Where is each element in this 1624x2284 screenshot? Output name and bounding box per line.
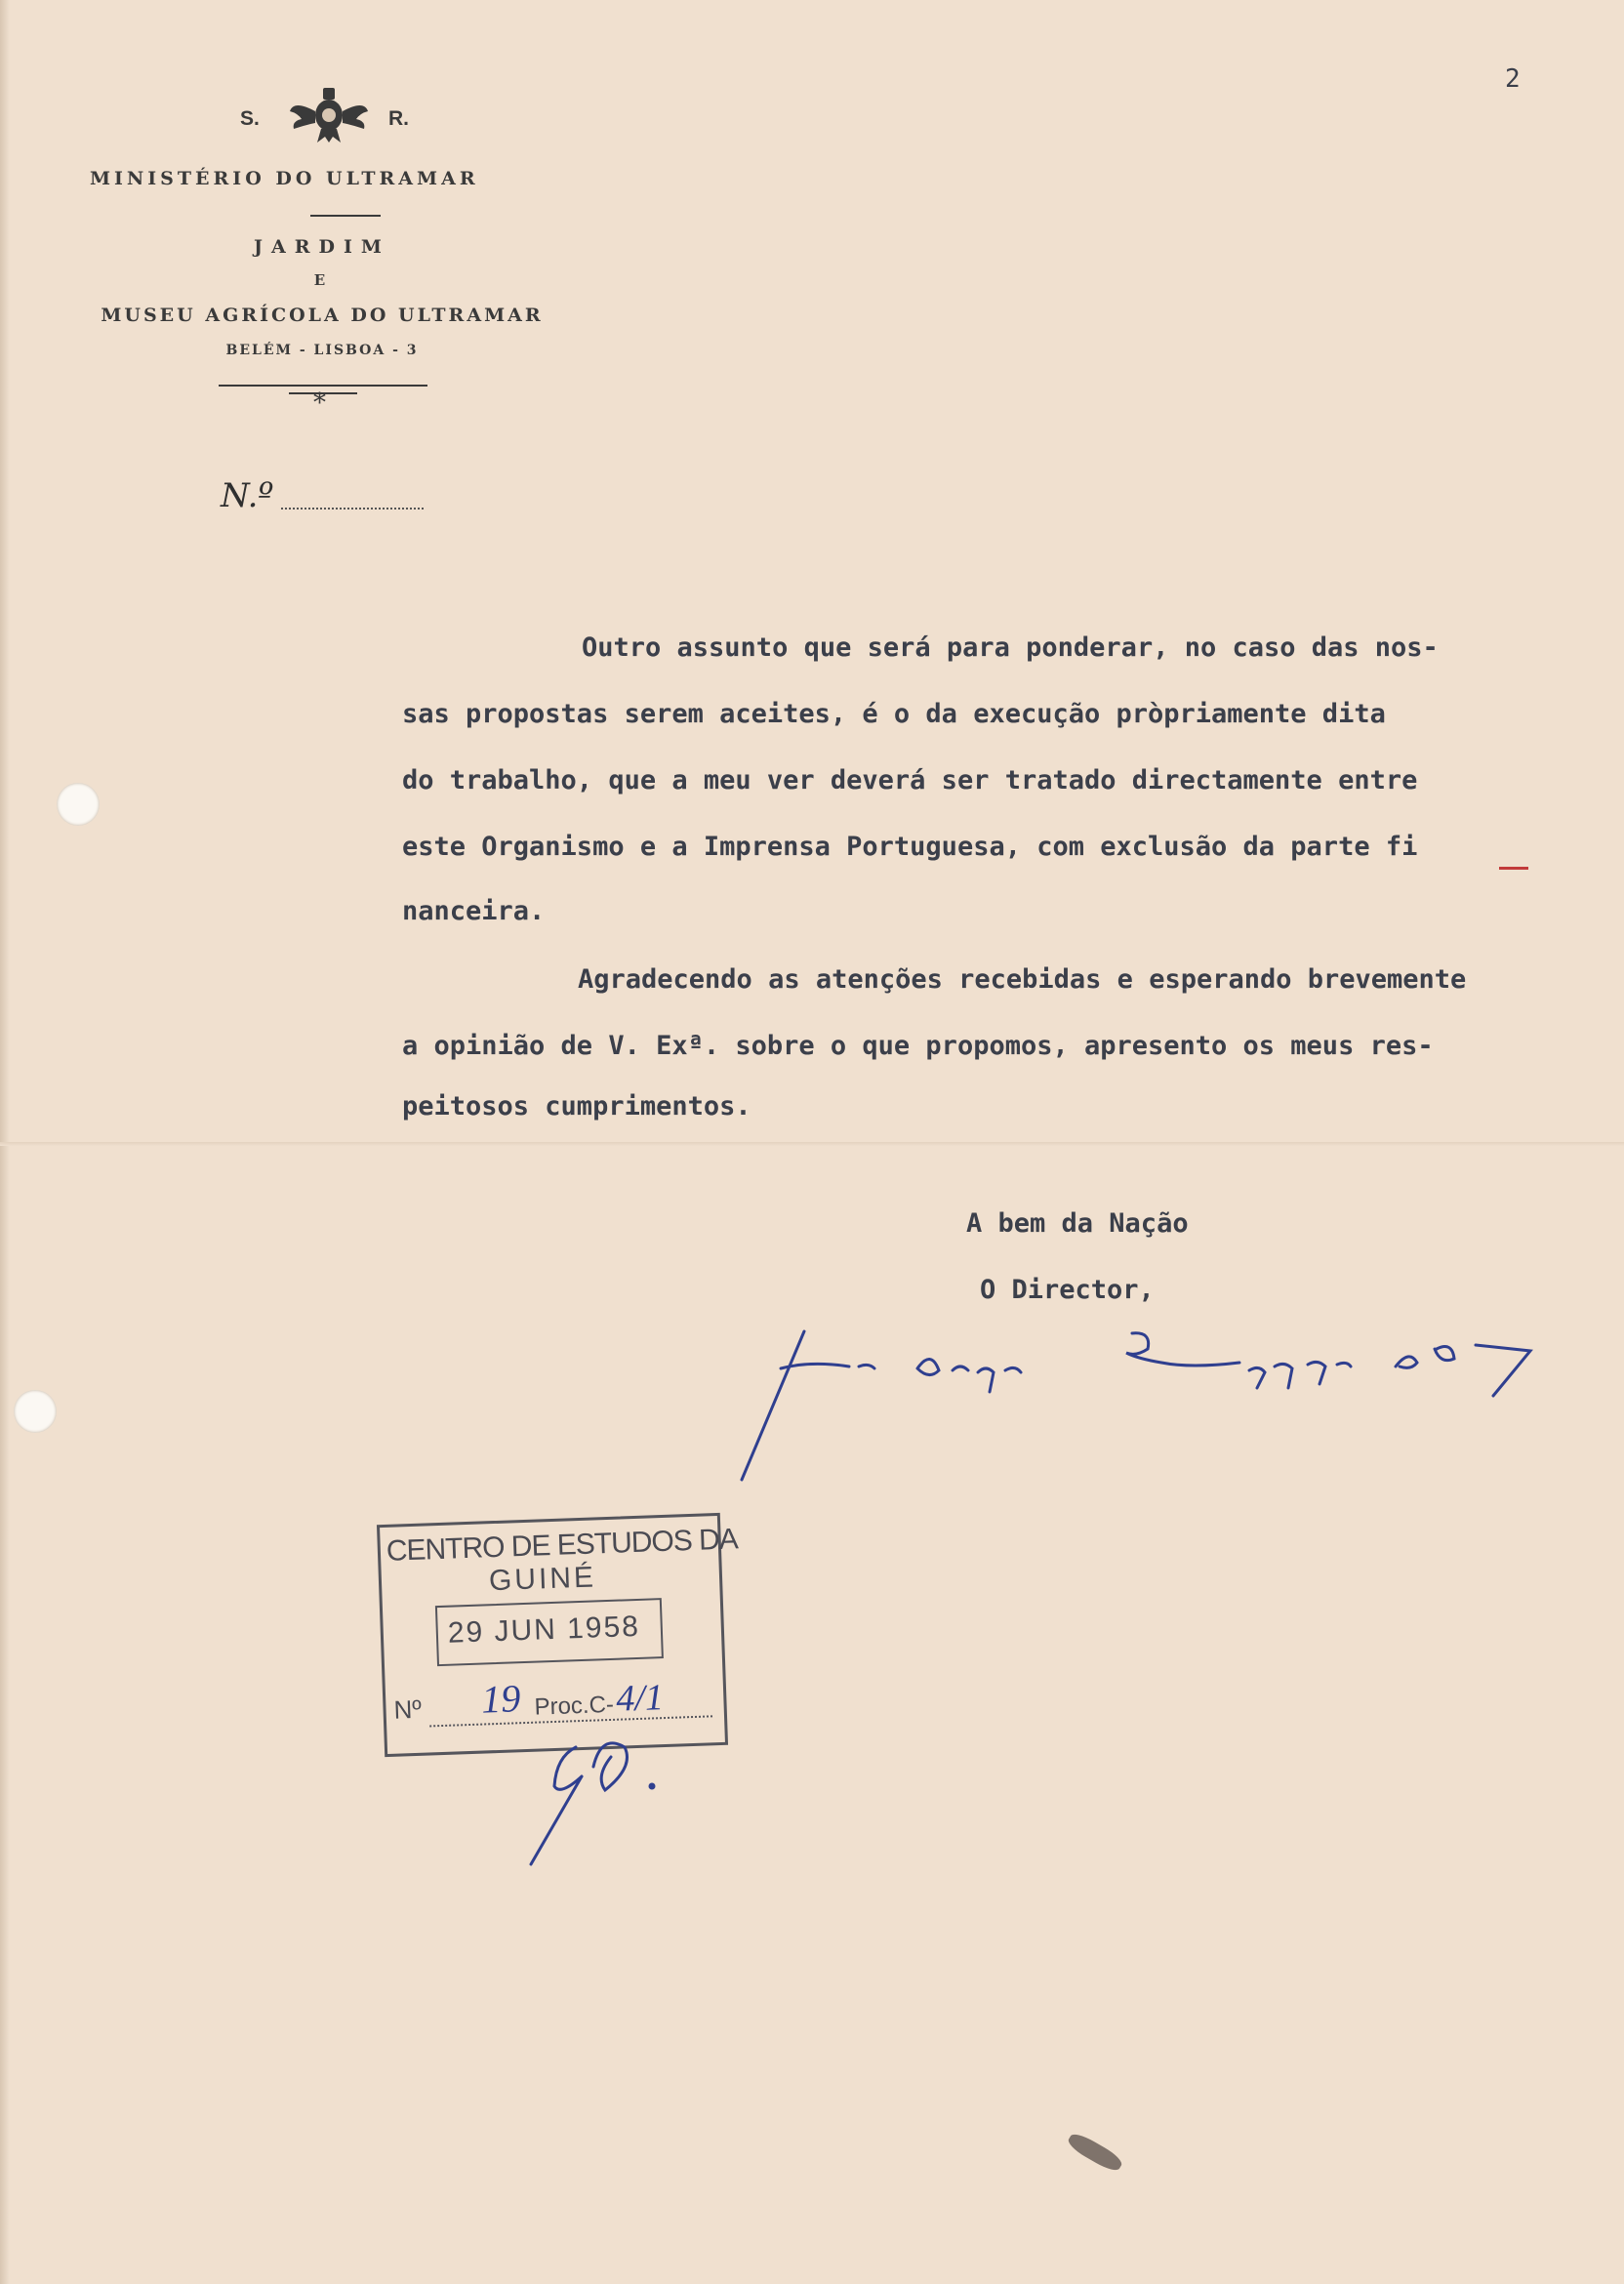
letterhead-right-initial: R. <box>388 107 409 130</box>
red-underline-mark <box>1499 867 1528 870</box>
ministry-name: MINISTÉRIO DO ULTRAMAR <box>90 168 479 189</box>
letterhead-line-jardim: JARDIM <box>254 236 390 258</box>
stamp-number: 19 <box>480 1676 522 1722</box>
archive-stamp <box>377 1513 739 1757</box>
stamp-line-2: GUINÉ <box>488 1561 597 1598</box>
stamp-date: 29 JUN 1958 <box>447 1610 641 1650</box>
closing-title: O Director, <box>980 1275 1155 1305</box>
letterhead-line-e: E <box>313 271 331 289</box>
punch-hole-top <box>57 783 100 826</box>
number-field-line <box>281 508 424 510</box>
body-line: nanceira. <box>402 896 546 926</box>
page-number: 2 <box>1505 64 1521 94</box>
stamp-proc-label: Proc.C- <box>534 1691 615 1721</box>
body-line: a opinião de V. Exª. sobre o que propomos, apresento os meus res- <box>402 1031 1434 1061</box>
coat-of-arms-icon <box>288 82 370 144</box>
letterhead-address: BELÉM - LISBOA - 3 <box>225 343 419 358</box>
ink-stain <box>1066 2130 1125 2175</box>
paper-fold <box>0 1142 1624 1146</box>
punch-hole-bottom <box>14 1390 57 1433</box>
stamp-proc-value: 4/1 <box>615 1677 665 1720</box>
body-line: do trabalho, que a meu ver deverá ser tratado directamente entre <box>402 765 1418 795</box>
stamp-line-1: CENTRO DE ESTUDOS DA <box>386 1523 739 1568</box>
body-line: sas propostas serem aceites, é o da execução pròpriamente dita <box>402 699 1386 729</box>
letterhead-rule <box>219 385 427 387</box>
letterhead-star: * <box>313 388 331 418</box>
letterhead-line-museum: MUSEU AGRÍCOLA DO ULTRAMAR <box>101 305 544 326</box>
body-line: Agradecendo as atenções recebidas e esperando brevemente <box>578 964 1467 995</box>
body-line: peitosos cumprimentos. <box>402 1091 751 1122</box>
letterhead-divider <box>310 215 381 217</box>
body-line: Outro assunto que será para ponderar, no caso das nos- <box>582 632 1439 663</box>
stamp-number-label: Nº <box>393 1693 423 1725</box>
number-label: N.º <box>221 476 274 515</box>
handwritten-initials <box>517 1728 712 1874</box>
letterhead-left-initial: S. <box>240 107 260 130</box>
director-signature <box>722 1298 1562 1493</box>
body-line: este Organismo e a Imprensa Portuguesa, com exclusão da parte fi <box>402 832 1418 862</box>
closing-salutation: A bem da Nação <box>966 1208 1189 1239</box>
